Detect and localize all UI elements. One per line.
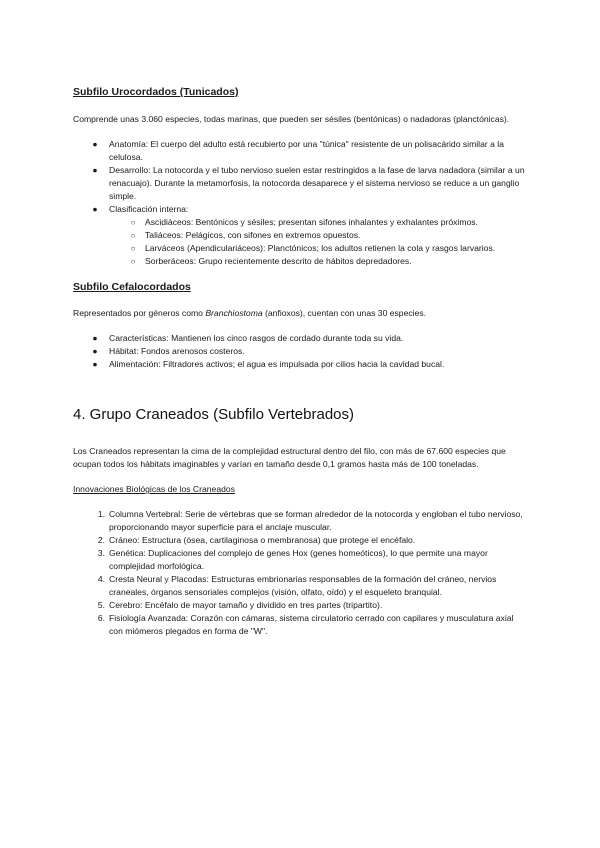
list-item: ● Desarrollo: La notocorda y el tubo nervioso suelen estar restringidos a la fase de larva nadadora (similar a un renacuajo). Durante la metamorfosis, la notocorda desaparece y el sistema nervioso se reduce a un ganglio simple. <box>73 164 528 203</box>
bullet-icon: ● <box>92 165 98 175</box>
list-item: 6. Fisiología Avanzada: Corazón con cámaras, sistema circulatorio cerrado con capilares y musculatura axial con miómeros plegados en forma de "W". <box>97 613 514 636</box>
bullet-icon: ● <box>92 139 98 149</box>
circle-bullet-icon: ○ <box>130 244 136 253</box>
list-item: ○ Larváceos (Apendiculariáceos): Planctónicos; los adultos retienen la cola y rasgos larvarios. <box>109 242 528 255</box>
section-heading-craneados: 4. Grupo Craneados (Subfilo Vertebrados) <box>73 406 354 423</box>
list-item: 1. Columna Vertebral: Serie de vértebras que se forman alrededor de la notocorda y engloban el tubo nervioso, proporcionando mayor superficie para el anclaje muscular. <box>97 509 523 532</box>
circle-bullet-icon: ○ <box>130 231 136 240</box>
list-item: ● Hábitat: Fondos arenosos costeros. <box>73 345 528 358</box>
craneados-intro: Los Craneados representan la cima de la complejidad estructural dentro del filo, con más de 67.600 especies que ocupan todos los hábitats imaginables y varían en tamaño desde 0,1 gramos hasta más de 100 toneladas. <box>73 446 506 469</box>
list-item: 5. Cerebro: Encéfalo de mayor tamaño y dividido en tres partes (tripartito). <box>97 600 383 610</box>
urocordados-bullet-list <box>73 138 528 268</box>
cefalocordados-intro: Representados por géneros como Branchiostoma (anfioxos), cuentan con unas 30 especies. <box>73 308 427 318</box>
section-title-cefalocordados: Subfilo Cefalocordados <box>73 281 191 293</box>
list-item: ○ Ascidiáceos: Bentónicos y sésiles; presentan sifones inhalantes y exhalantes próximos. <box>109 216 528 229</box>
list-item: ○ Sorberáceos: Grupo recientemente descrito de hábitos depredadores. <box>109 255 528 268</box>
bullet-icon: ● <box>92 333 98 343</box>
list-item: 3. Genética: Duplicaciones del complejo de genes Hox (genes homeóticos), lo que permite una mayor complejidad morfológica. <box>97 548 488 571</box>
innovations-list <box>73 508 528 638</box>
list-item: ● Características: Mantienen los cinco rasgos de cordado durante toda su vida. <box>73 332 528 345</box>
list-item: ● Alimentación: Filtradores activos; el agua es impulsada por cilios hacia la cavidad bucal. <box>73 358 528 371</box>
circle-bullet-icon: ○ <box>130 218 136 227</box>
circle-bullet-icon: ○ <box>130 257 136 266</box>
bullet-icon: ● <box>92 204 98 214</box>
list-item: ○ Taliáceos: Pelágicos, con sifones en extremos opuestos. <box>109 229 528 242</box>
list-item: 4. Cresta Neural y Placodas: Estructuras embrionarias responsables de la formación del cráneo, nervios craneales, órganos sensoriales complejos (visión, olfato, oído) y el esqueleto branquial. <box>97 574 497 597</box>
clasificacion-sublist <box>109 216 528 268</box>
list-item: ● Anatomía: El cuerpo del adulto está recubierto por una "túnica" resistente de un polisacárido similar a la celulosa. <box>73 138 528 164</box>
cefalocordados-bullet-list <box>73 332 528 371</box>
document-content <box>73 85 528 638</box>
innovations-title: Innovaciones Biológicas de los Craneados <box>73 484 235 494</box>
list-item: ● Clasificación interna: ○ Ascidiáceos: Bentónicos y sésiles; presentan sifones inhalantes y exhalantes próximos. ○ Taliáceos: Pelágicos, con sifones en extremos opuestos. ○ Larváceos (Apendiculariáceos): Planctónicos; los adultos retienen la cola y rasgos larvarios. ○ Sorberáceos: Grupo recientemente descrito de hábitos depredadores. <box>73 203 528 268</box>
genus-name: Branchiostoma <box>205 308 263 318</box>
urocordados-intro: Comprende unas 3.060 especies, todas marinas, que pueden ser sésiles (bentónicas) o nadadoras (planctónicas). <box>73 114 510 124</box>
bullet-icon: ● <box>92 359 98 369</box>
section-title-urocordados: Subfilo Urocordados (Tunicados) <box>73 86 239 98</box>
bullet-icon: ● <box>92 346 98 356</box>
list-item: 2. Cráneo: Estructura (ósea, cartilaginosa o membranosa) que protege el encéfalo. <box>97 535 416 545</box>
